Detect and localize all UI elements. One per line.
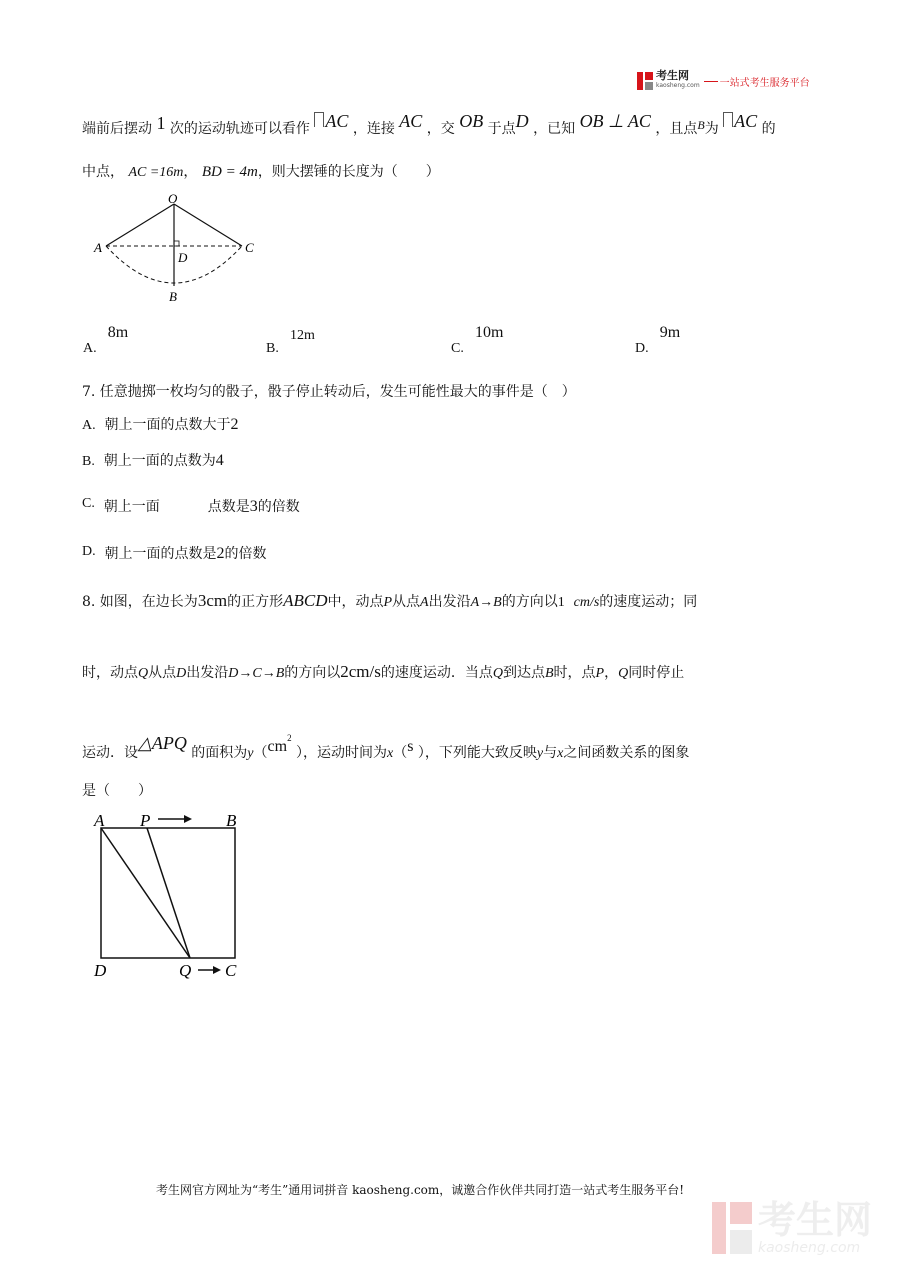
- q6-pendulum-figure: [90, 190, 265, 310]
- q6-option-b[interactable]: B. 12m: [266, 328, 315, 356]
- header-slogan: 一站式考生服务平台: [719, 77, 810, 89]
- watermark: [712, 1200, 872, 1256]
- q6-option-d[interactable]: D. 9m: [635, 324, 681, 356]
- q6-line2: 中点， AC =16m， BD = 4m，则大摆锤的长度为（ ）: [82, 164, 440, 180]
- q8-square-figure: [88, 808, 248, 983]
- line-OC: [174, 204, 242, 246]
- q7-option-d[interactable]: D. 朝上一面的点数是2的倍数: [82, 544, 267, 562]
- header-brand-sub: kaosheng.com: [656, 82, 700, 89]
- q8-line4: 是（ ）: [82, 783, 152, 799]
- q6-line1: 端前后摆动 1 次的运动轨迹可以看作 AC ，连接 AC ，交 OB 于点D ，已知 OB ⊥ AC ，且点B为 AC 的: [82, 111, 776, 137]
- segment-PQ: [147, 828, 190, 958]
- q8-line3: 运动．设△APQ 的面积为$y(cm^2$ ），运动时间为x（s ），下列能大致反映y与x之间函数关系的图象: [82, 733, 690, 761]
- q7-stem: 7. 任意抛掷一枚均匀的骰子，骰子停止转动后，发生可能性最大的事件是（ ）: [82, 384, 576, 400]
- watermark-domain: kaosheng.com: [758, 1240, 861, 1256]
- label-Q: Q: [179, 961, 192, 980]
- label-D: D: [94, 961, 107, 980]
- arrow-Q-head-icon: [213, 966, 221, 974]
- label-P: P: [140, 811, 151, 830]
- q8-line2: 时，动点Q从点D出发沿D→C→B的方向以2cm/s的速度运动．当点Q到达点B时，点P，Q同时停止: [82, 662, 685, 681]
- header-logo: [637, 71, 810, 94]
- label-A: A: [94, 240, 102, 255]
- q6-option-c[interactable]: C. 10m: [451, 324, 504, 356]
- label-A: A: [94, 811, 105, 830]
- arc-mark-icon-2: [723, 112, 733, 127]
- q7-option-a[interactable]: A. 朝上一面的点数大于2: [82, 416, 239, 433]
- header-brand: 考生网: [656, 69, 689, 82]
- q7-option-b[interactable]: B. 朝上一面的点数为4: [82, 452, 224, 469]
- segment-AQ: [101, 828, 190, 958]
- q7-option-c[interactable]: C. 朝上一面 点数是3的倍数: [82, 496, 300, 515]
- arrow-P-head-icon: [184, 815, 192, 823]
- label-C: C: [245, 240, 254, 255]
- arc-mark-icon: [314, 112, 324, 127]
- line-OA: [106, 204, 174, 246]
- label-B: B: [226, 811, 237, 830]
- watermark-brand: 考生网: [758, 1198, 873, 1242]
- label-D: D: [178, 250, 188, 265]
- watermark-logo-icon: [712, 1202, 752, 1254]
- q6-option-a[interactable]: A. 8m: [83, 324, 129, 356]
- label-B: B: [169, 289, 177, 304]
- kaosheng-logo-icon: [637, 72, 653, 90]
- label-C: C: [225, 961, 237, 980]
- label-O: O: [168, 191, 178, 206]
- right-angle-mark: [174, 241, 179, 246]
- q8-line1: 8. 如图，在边长为3cm的正方形ABCD中，动点P从点A出发沿A→B的方向以1 cm/s的速度运动；同: [82, 591, 698, 610]
- footer-text: 考生网官方网址为“考生”通用词拼音 kaosheng.com，诚邀合作伙伴共同打造一站式考生服务平台!: [156, 1183, 685, 1197]
